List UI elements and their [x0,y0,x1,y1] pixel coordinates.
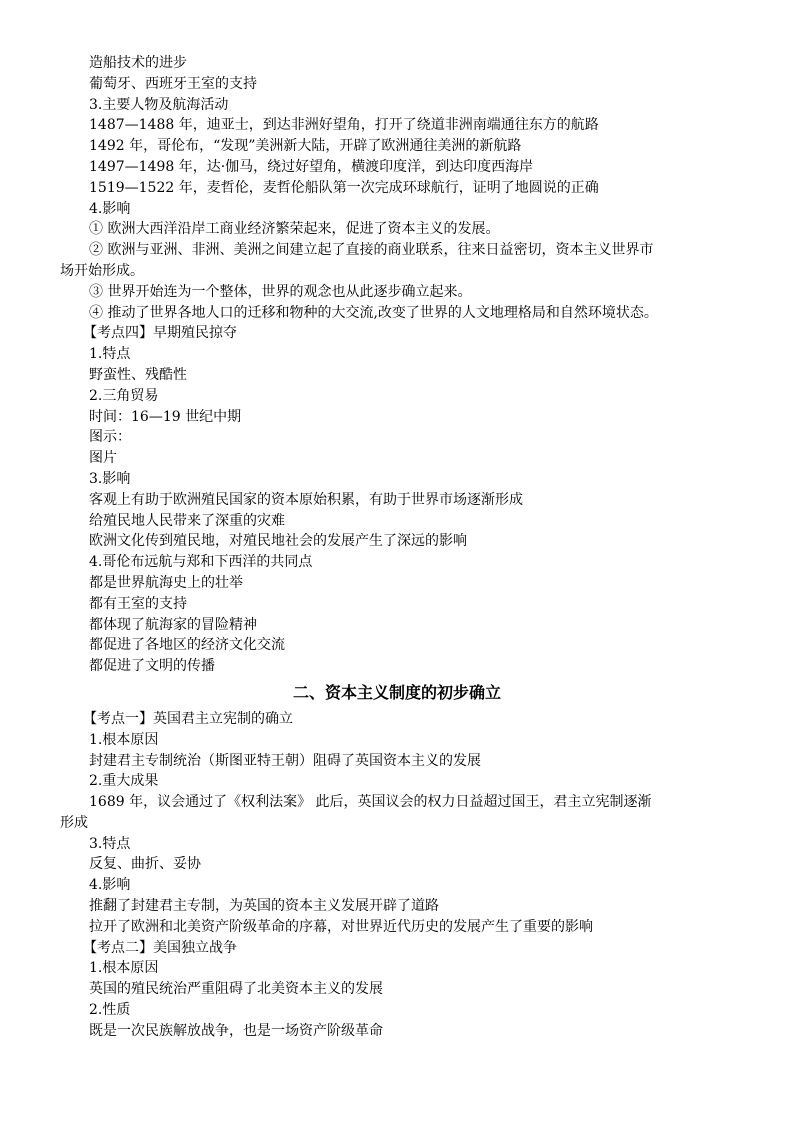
text-line: 都促进了文明的传播 [89,658,215,675]
text-line: 3.主要人物及航海活动 [89,96,229,113]
section-british-monarchy [0,709,794,938]
text-line: 反复、曲折、妥协 [89,856,201,873]
text-line: 1497—1498 年，达·伽马，绕过好望角，横渡印度洋，到达印度西海岸 [89,158,534,175]
text-line: 给殖民地人民带来了深重的灾难 [89,512,285,529]
text-line: 都有王室的支持 [89,595,187,612]
text-line: ③ 世界开始连为一个整体，世界的观念也从此逐步确立起来。 [89,283,472,300]
text-line: 1.根本原因 [89,960,159,977]
text-line: 1492 年，哥伦布，“发现”美洲新大陆，开辟了欧洲通往美洲的新航路 [89,138,522,155]
text-line: 客观上有助于欧洲殖民国家的资本原始积累，有助于世界市场逐渐形成 [89,491,523,508]
text-line: 1689 年，议会通过了《权利法案》 此后，英国议会的权力日益超过国王，君主立宪制逐渐 [89,794,652,811]
text-line: 野蛮性、残酷性 [89,366,187,383]
text-line: 2.三角贸易 [89,387,159,404]
text-line: 2.性质 [89,1002,131,1019]
text-line: 都体现了航海家的冒险精神 [89,616,257,633]
kaodian-1-title: 【考点一】英国君主立宪制的确立 [83,710,293,727]
text-line: 2.重大成果 [89,773,159,790]
kaodian-4-title: 【考点四】早期殖民掠夺 [83,325,237,342]
image-placeholder: 图片 [89,450,117,467]
text-line: 欧洲文化传到殖民地，对殖民地社会的发展产生了深远的影响 [89,533,467,550]
text-line: ② 欧洲与亚洲、非洲、美洲之间建立起了直接的商业联系，往来日益密切，资本主义世界市 [89,242,654,259]
text-line: 4.哥伦布远航与郑和下西洋的共同点 [89,554,313,571]
text-line: 拉开了欧洲和北美资产阶级革命的序幕，对世界近代历史的发展产生了重要的影响 [89,918,593,935]
kaodian-2-title: 【考点二】美国独立战争 [83,939,237,956]
text-line: 1.特点 [89,346,131,363]
text-line: ① 欧洲大西洋沿岸工商业经济繁荣起来，促进了资本主义的发展。 [89,221,500,238]
text-line: 4.影响 [89,877,131,894]
document-page [0,53,794,1042]
text-line: 都促进了各地区的经济文化交流 [89,637,285,654]
text-line: 既是一次民族解放战争，也是一场资产阶级革命 [89,1022,383,1039]
text-line: 场开始形成。 [60,262,144,279]
section-colonial-plunder [0,323,794,677]
text-line: 4.影响 [89,200,131,217]
section-american-independence [0,938,794,1042]
text-line: 1519—1522 年，麦哲伦，麦哲伦船队第一次完成环球航行，证明了地圆说的正确 [89,179,599,196]
text-line: 英国的殖民统治严重阻碍了北美资本主义的发展 [89,981,383,998]
text-line: 1487—1488 年，迪亚士，到达非洲好望角，打开了绕道非洲南端通往东方的航路 [89,117,599,134]
text-line: 3.特点 [89,835,131,852]
text-line: ④ 推动了世界各地人口的迁移和物种的大交流,改变了世界的人文地理格局和自然环境状态。 [89,304,658,321]
text-line: 3.影响 [89,470,131,487]
text-line: 推翻了封建君主专制，为英国的资本主义发展开辟了道路 [89,898,439,915]
text-line: 图示： [89,429,131,446]
section-heading: 二、资本主义制度的初步确立 [292,682,501,702]
text-line: 1.根本原因 [89,731,159,748]
text-line: 时间：16—19 世纪中期 [89,408,242,425]
section-voyage-details [0,53,794,323]
text-line: 封建君主专制统治（斯图亚特王朝）阻碍了英国资本主义的发展 [89,752,481,769]
text-line: 造船技术的进步 [89,55,187,71]
text-line: 都是世界航海史上的壮举 [89,574,243,591]
text-line: 葡萄牙、西班牙王室的支持 [89,75,257,92]
text-line: 形成 [60,814,88,831]
